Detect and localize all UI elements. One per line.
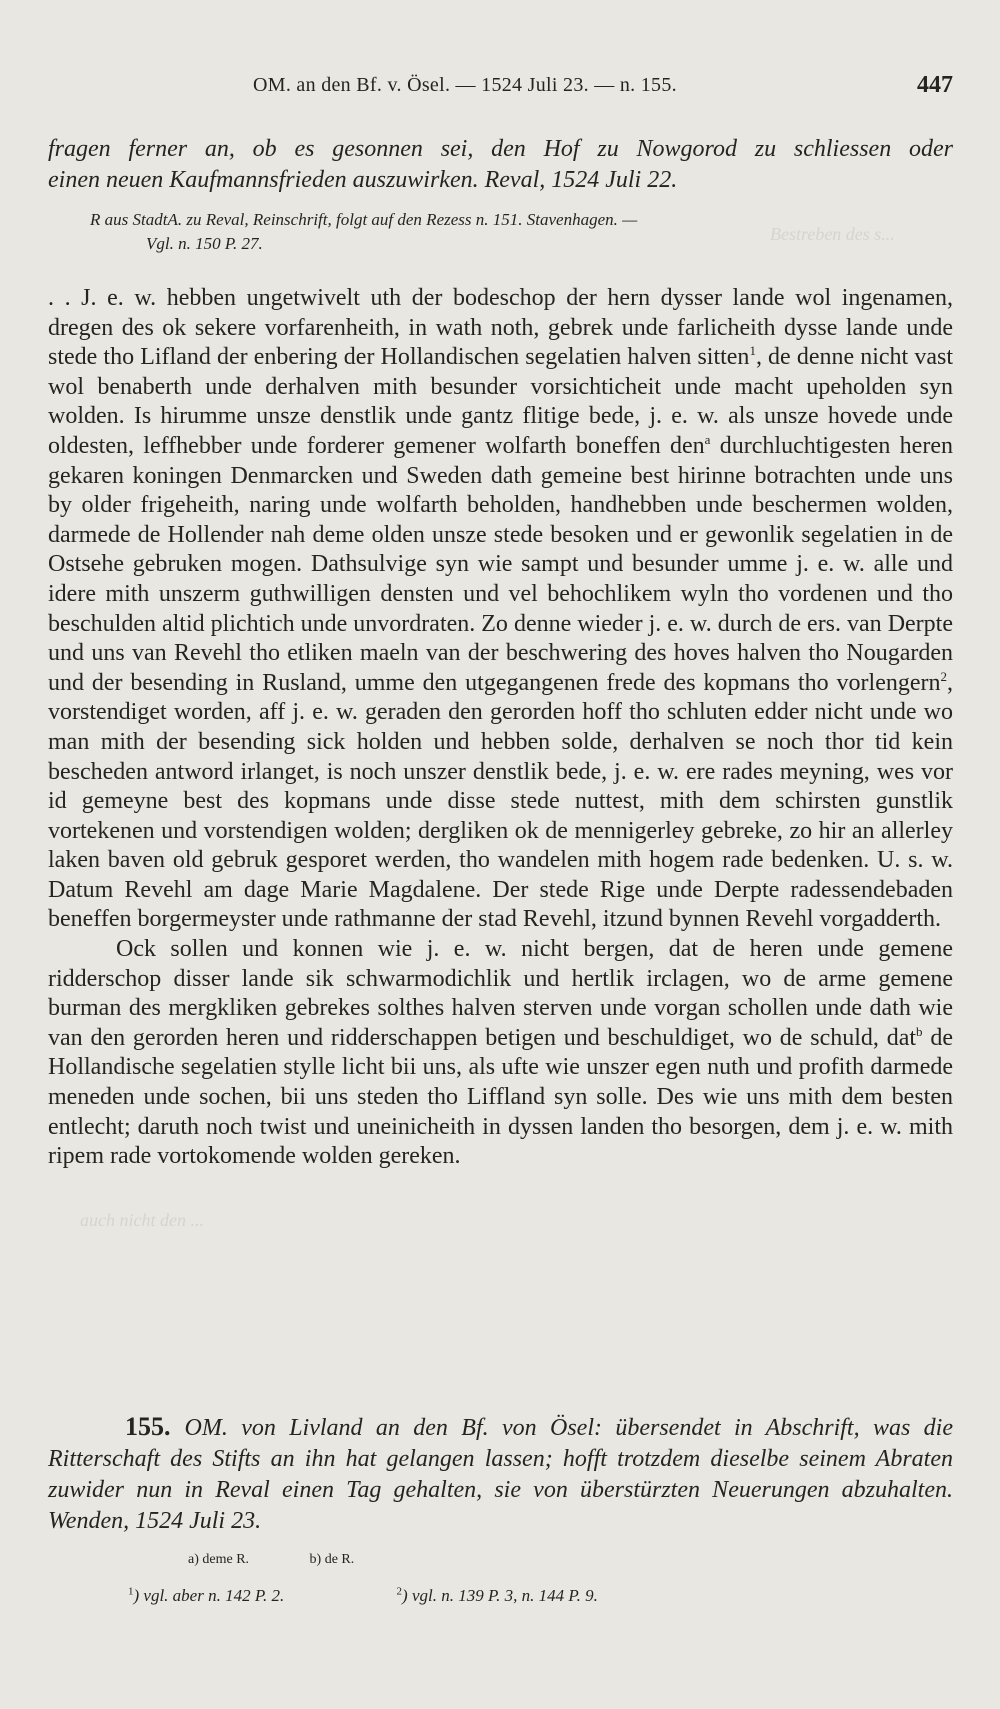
- footnote-2: [397, 1586, 652, 1605]
- reverse-side-show-through-2: auch nicht den ...: [80, 1210, 204, 1230]
- running-header-title: OM. an den Bf. v. Ösel. — 1524 Juli 23. — n. 155.: [253, 74, 677, 96]
- body-paragraph-1: [48, 284, 953, 935]
- variant-notes: [188, 1552, 411, 1568]
- footnote-ref-2: 2: [940, 668, 947, 684]
- reverse-side-show-through: Bestreben des s...: [770, 224, 895, 244]
- paragraph-1-text-a: . . J. e. w. hebben ungetwivelt uth der bodeschop der hern dysser lande wol ingenamen, dregen des ok sekere vorfarenheith, in wath noth, gebrek unde farlicheith dysse lande unde stede tho Lifland der enbering der Hollandischen segelatien halven sitten: [48, 285, 953, 371]
- footnote-2-mark: 2: [396, 1585, 403, 1598]
- next-document-entry: [48, 1411, 953, 1537]
- footnote-1-mark: 1: [128, 1585, 134, 1598]
- variant-ref-a: a: [704, 431, 711, 447]
- body-paragraph-2: [48, 935, 953, 1172]
- variant-ref-b: b: [916, 1023, 923, 1039]
- document-summary: [48, 134, 953, 196]
- summary-line-1: fragen ferner an, ob es gesonnen sei, den Hof zu Nowgorod zu schliessen oder: [48, 136, 953, 162]
- source-line-1: R aus StadtA. zu Reval, Reinschrift, folgt auf den Rezess n. 151. Stavenhagen. —: [90, 210, 638, 229]
- paragraph-1-text-d: , vorstendiget worden, aff j. e. w. geraden den gerorden hoff tho schluten edder nicht unde wo man mith der besending sick holden und hebben solde, derhalven se noch thor tid kein bescheden antword irlanget, is noch unszer denstlik bede, j. e. w. ere rades meyning, wes vor id gemeyne best des kopmans unde disse stede nuttest, mith dem schirsten gunstlik vortekenen und vorstendigen wolden; dergliken ok de mennigerley gebreke, zo hir an allerley laken baven old gebruk gesporet werden, tho wandelen mith hogem rade bedenken. U. s. w. Datum Revehl am dage Marie Magdalene. Der stede Rige unde Derpte radessendebaden beneffen borgermeyster unde rathmanne der stad Revehl, itzund bynnen Revehl vorgadderth.: [48, 669, 953, 933]
- source-line-2: Vgl. n. 150 P. 27.: [146, 234, 263, 253]
- footnote-1-text: ) vgl. aber n. 142 P. 2.: [133, 1586, 285, 1605]
- summary-line-2: einen neuen Kaufmannsfrieden auszuwirken. Reval, 1524 Juli 22.: [48, 167, 678, 193]
- source-note: [90, 208, 950, 256]
- paragraph-1-text-c: durchluchtigesten heren gekaren koningen Denmarcken und Sweden dath gemeine best hirinne botrachten unde uns by older frigeheith, naring unde wolfarth beholden, handhebben unde beschermen wolden, darmede de Hollender nah deme olden unsze stede besoken und er gewonlik segelatien in de Ostsehe gebruken mogen. Dathsulvige syn wie sampt und besunder umme j. e. w. alle und idere mith unszerm guthwilligen densten und vel behochlikem wyln tho vordenen und tho beschulden altid plichtich unde unvordraten. Zo denne wieder j. e. w. durch de ers. van Derpte und uns van Revehl tho etliken maeln van der beschwering des hoves halven tho Nougarden und der besending in Rusland, umme den utgegangenen frede des kopmans tho vorlengern: [48, 432, 953, 696]
- paragraph-2-text-a: Ock sollen und konnen wie j. e. w. nicht bergen, dat de heren unde gemene ridderschop disser lande sik schwarmodichlik und hertlik irclagen, wo de arme gemene burman des mergkliken gebrekes solthes halven sterven unde vorgan schollen unde dath wie van den gerorden heren und ridderschappen betigen und beschuldiget, wo de schuld, dat: [48, 936, 953, 1051]
- footnote-1: [128, 1586, 338, 1605]
- page-number: 447: [917, 72, 953, 98]
- footnote-ref-1: 1: [749, 343, 756, 359]
- document-body: [48, 284, 953, 1172]
- running-header: [48, 66, 953, 100]
- variant-note-b: b) de R.: [309, 1552, 355, 1567]
- entry-summary: OM. von Livland an den Bf. von Ösel: übersendet in Abschrift, was die Ritterschaft des Stifts an ihn hat gelangen lassen; hofft trotzdem dieselbe seinem Abraten zuwider nun in Reval einen Tag gehalten, sie von überstürzten Neuerungen abzuhalten. Wenden, 1524 Juli 23.: [48, 1415, 953, 1534]
- footnotes: [128, 1586, 706, 1606]
- entry-number: 155.: [125, 1412, 171, 1441]
- footnote-2-text: ) vgl. n. 139 P. 3, n. 144 P. 9.: [402, 1586, 598, 1605]
- variant-note-a: a) deme R.: [188, 1552, 250, 1567]
- paragraph-2-text-b: de Hollandische segelatien stylle licht bii uns, als ufte wie unszer egen nuth und profith darmede meneden unde sochen, bii uns steden tho Liffland syn solle. Des wie uns mith dem besten entlecht; daruth noch twist und uneinicheith in dyssen landen tho besorgen, dem j. e. w. mith ripem rade vortokomende wolden gereken.: [48, 1024, 954, 1170]
- paragraph-1-text-b: , de denne nicht vast wol benaberth unde derhalven mith besunder vorsichticheit unde macht upeholden syn wolden. Is hirumme unsze denstlik unde gantz flitige bede, j. e. w. als unsze hovede unde oldesten, leffhebber unde forderer gemener wolfarth boneffen den: [48, 344, 953, 459]
